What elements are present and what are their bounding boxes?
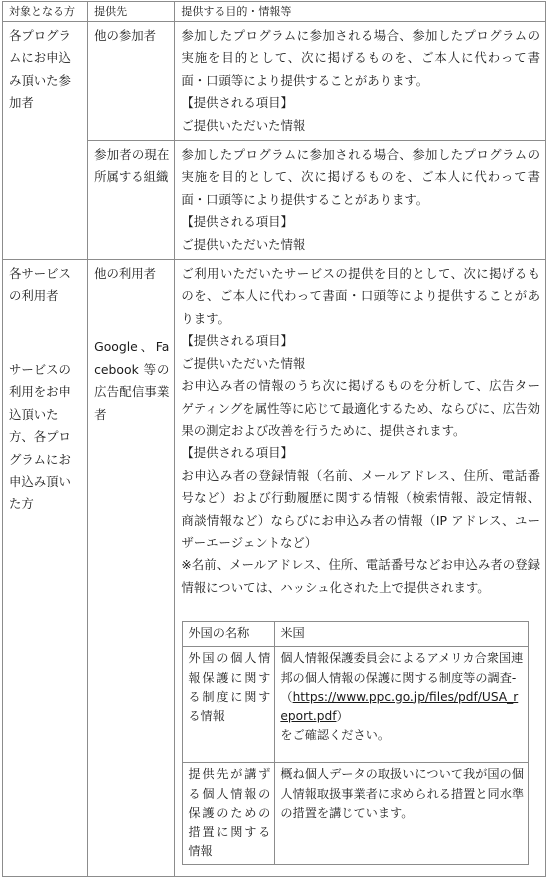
items-text: ご提供いただいた情報 bbox=[181, 355, 306, 371]
foreign-label: 外国の個人情報保護に関する制度に関する情報 bbox=[183, 647, 275, 763]
target-text-2: サービスの利用をお申込頂いた方、各プログラムにお申込み頂いた方 bbox=[9, 361, 71, 512]
ppc-report-link[interactable]: https://www.ppc.go.jp/files/pdf/USA_report.pdf bbox=[280, 689, 519, 723]
purpose-cell bbox=[175, 260, 546, 877]
foreign-value-text: 個人情報保護委員会によるアメリカ合衆国連邦の個人情報の保護に関する制度等の調査-（ bbox=[280, 651, 524, 704]
purpose-cell bbox=[175, 22, 546, 141]
purpose-cell bbox=[175, 141, 546, 260]
spacer bbox=[94, 285, 169, 336]
spacer bbox=[9, 308, 82, 359]
purpose-text: 参加したプログラムに参加される場合、参加したプログラムの実施を目的として、次に掲げるものを、ご本人に代わって書面・口頭等により提供することがあります。 bbox=[181, 28, 540, 88]
purpose-text: お申込み者の情報のうち次に掲げるものを分析して、広告ターゲティングを属性等に応じて最適化するため、ならびに、広告効果の測定および改善を行うために、提供されます。 bbox=[181, 378, 540, 438]
recipient-cell bbox=[88, 260, 175, 877]
spacer bbox=[181, 865, 540, 873]
foreign-info-table bbox=[182, 621, 529, 865]
items-text: お申込み者の登録情報（名前、メールアドレス、住所、電話番号など）および行動履歴に関する情報（検索情報、設定情報、商談情報など）ならびにお申込み者の情報（IP アドレス、ユーザーエージェントなど） bbox=[181, 467, 540, 550]
recipient-text-2: Google、Facebook 等の広告配信事業者 bbox=[94, 339, 170, 422]
recipient-text-1: 他の利用者 bbox=[94, 266, 157, 282]
hash-note: ※名前、メールアドレス、住所、電話番号などお申込み者の登録情報については、ハッシュ化された上で提供されます。 bbox=[181, 557, 540, 595]
header-target: 対象となる方 bbox=[3, 2, 88, 22]
items-text: ご提供いただいた情報 bbox=[181, 236, 306, 252]
header-purpose: 提供する目的・情報等 bbox=[175, 2, 546, 22]
target-cell bbox=[3, 260, 88, 877]
items-heading: 【提供される項目】 bbox=[181, 214, 293, 230]
foreign-table-row bbox=[183, 647, 529, 763]
spacer bbox=[181, 599, 540, 621]
foreign-table-row bbox=[183, 763, 529, 865]
foreign-label: 外国の名称 bbox=[183, 622, 275, 647]
foreign-value: 概ね個人データの取扱いについて我が国の個人情報取扱事業者に求められる措置と同水準の措置を講じています。 bbox=[275, 763, 529, 865]
items-text: ご提供いただいた情報 bbox=[181, 117, 306, 133]
recipient-cell: 他の参加者 bbox=[88, 22, 175, 141]
privacy-provision-table-page bbox=[2, 1, 548, 877]
header-recipient: 提供先 bbox=[88, 2, 175, 22]
foreign-label: 提供先が講ずる個人情報の保護のための措置に関する情報 bbox=[183, 763, 275, 865]
table-header-row bbox=[3, 2, 546, 22]
target-text-1: 各サービスの利用者 bbox=[9, 266, 71, 304]
items-heading: 【提供される項目】 bbox=[181, 333, 293, 349]
provision-table bbox=[2, 1, 546, 877]
foreign-table-row bbox=[183, 622, 529, 647]
foreign-value-tail: をご確認ください。 bbox=[280, 728, 391, 743]
target-cell: 各プログラムにお申込み頂いた参加者 bbox=[3, 22, 88, 260]
purpose-text: 参加したプログラムに参加される場合、参加したプログラムの実施を目的として、次に掲げるものを、ご本人に代わって書面・口頭等により提供することがあります。 bbox=[181, 147, 540, 207]
items-heading: 【提供される項目】 bbox=[181, 445, 293, 461]
table-row bbox=[3, 22, 546, 141]
link-close: ） bbox=[336, 708, 349, 723]
items-heading: 【提供される項目】 bbox=[181, 95, 293, 111]
table-row bbox=[3, 260, 546, 877]
recipient-cell: 参加者の現在所属する組織 bbox=[88, 141, 175, 260]
purpose-text: ご利用いただいたサービスの提供を目的として、次に掲げるものを、ご本人に代わって書面・口頭等により提供することがあります。 bbox=[181, 266, 540, 326]
foreign-value bbox=[275, 647, 529, 763]
foreign-value: 米国 bbox=[275, 622, 529, 647]
